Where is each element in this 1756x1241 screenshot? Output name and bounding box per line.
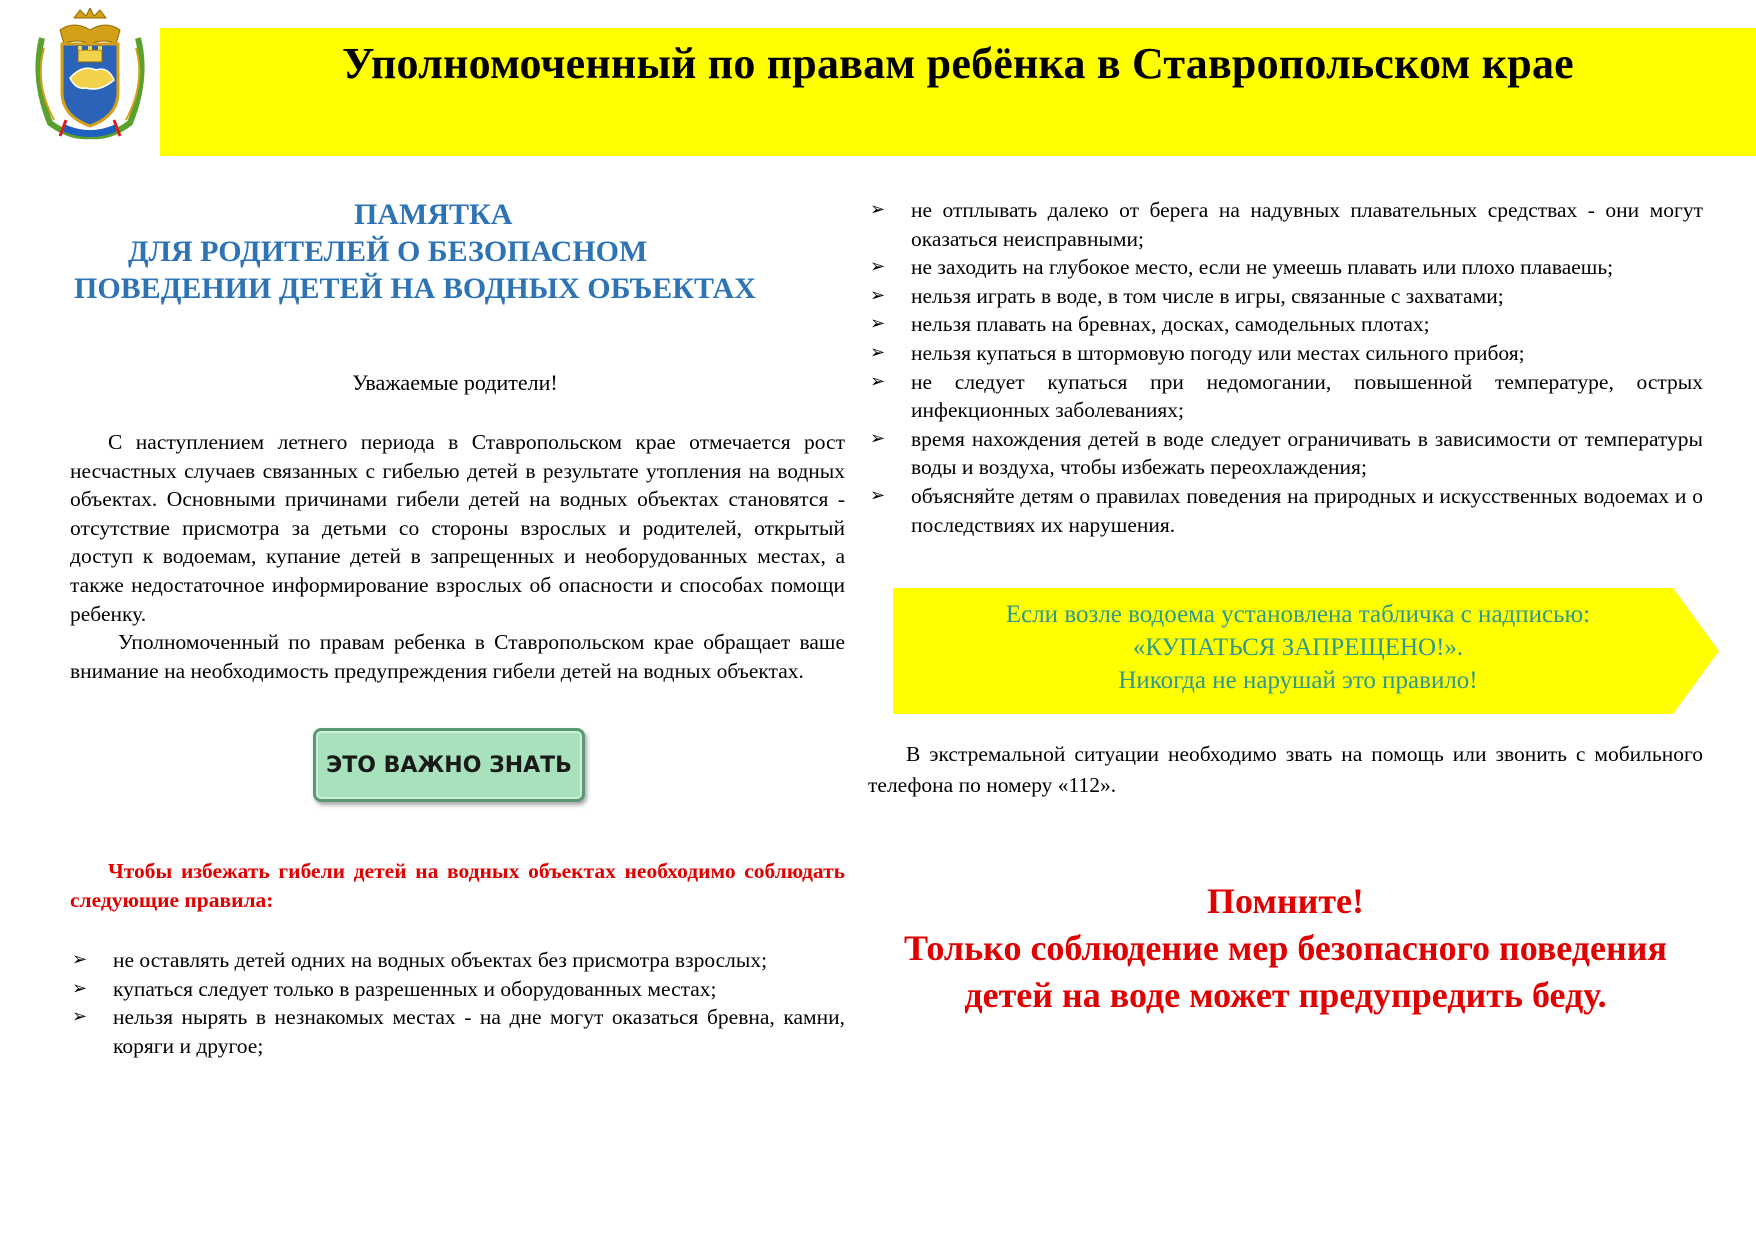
list-item	[70, 975, 845, 1004]
arrow-bullet-icon: ➢	[870, 484, 886, 506]
memo-title-line: ПОВЕДЕНИИ ДЕТЕЙ НА ВОДНЫХ ОБЪЕКТАХ	[74, 272, 756, 305]
remember-line: детей на воде может предупредить беду.	[964, 975, 1607, 1015]
list-item	[868, 339, 1703, 368]
emergency-paragraph: В экстремальной ситуации необходимо звать на помощь или звонить с мобильного телефона по номеру «112».	[868, 742, 1703, 797]
rules-list-left	[70, 946, 845, 1060]
list-item	[70, 1003, 845, 1060]
rule-text: объясняйте детям о правилах поведения на природных и искусственных водоемах и о последствиях их нарушения.	[911, 483, 1703, 537]
rules-intro	[70, 857, 845, 915]
rule-text: купаться следует только в разрешенных и оборудованных местах;	[113, 976, 717, 1001]
arrow-bullet-icon: ➢	[72, 1006, 88, 1028]
rule-text: нельзя плавать на бревнах, досках, самодельных плотах;	[911, 312, 1430, 337]
rule-text: нельзя нырять в незнакомых местах - на дне могут оказаться бревна, камни, коряги и другое;	[113, 1005, 845, 1058]
intro-text	[70, 428, 845, 685]
callout-text	[893, 598, 1703, 697]
list-item	[868, 196, 1703, 253]
callout-line: Никогда не нарушай это правило!	[1118, 667, 1478, 694]
arrow-bullet-icon: ➢	[870, 284, 886, 306]
rule-text: не отплывать далеко от берега на надувных плавательных средствах - они могут оказаться неисправными;	[911, 198, 1703, 251]
arrow-bullet-icon: ➢	[870, 313, 886, 335]
callout-line: Если возле водоема установлена табличка с надписью:	[1005, 601, 1591, 628]
intro-paragraph: Уполномоченный по правам ребенка в Ставропольском крае обращает ваше внимание на необходимость предупреждения гибели детей на водных объектах.	[70, 630, 845, 683]
rules-intro-text: Чтобы избежать гибели детей на водных объектах необходимо соблюдать следующие правила:	[70, 859, 845, 912]
arrow-bullet-icon: ➢	[870, 341, 886, 363]
remember-line: Помните!	[1207, 881, 1364, 921]
list-item	[868, 368, 1703, 425]
rule-text: не следует купаться при недомогании, повышенной температуре, острых инфекционных заболеваниях;	[911, 369, 1703, 423]
coat-of-arms-icon	[30, 8, 150, 142]
arrow-bullet-icon: ➢	[870, 199, 886, 220]
rules-list-right	[868, 196, 1703, 539]
memo-title	[70, 196, 840, 307]
remember-block	[868, 878, 1703, 1019]
list-item	[868, 310, 1703, 339]
greeting: Уважаемые родители!	[352, 370, 558, 395]
intro-paragraph: С наступлением летнего периода в Ставропольском крае отмечается рост несчастных случаев связанных с гибелью детей в результате утопления на водных объектах. Основными причинами гибели детей на водных объектах становятся - отсутствие присмотра за детьми со стороны взрослых и родителей, открытый доступ к водоемам, купание детей в запрещенных и необорудованных местах, а также недостаточное информирование взрослых об опасности и способах помощи ребенку.	[70, 430, 845, 626]
warning-callout	[893, 588, 1719, 714]
remember-line: Только соблюдение мер безопасного поведения	[904, 928, 1667, 968]
rule-text: не заходить на глубокое место, если не умеешь плавать или плохо плаваешь;	[911, 255, 1614, 280]
callout-line: «КУПАТЬСЯ ЗАПРЕЩЕНО!».	[1132, 634, 1464, 661]
important-button[interactable]: ЭТО ВАЖНО ЗНАТЬ	[313, 728, 585, 802]
rule-text: время нахождения детей в воде следует ограничивать в зависимости от температуры воды и воздуха, чтобы избежать переохлаждения;	[911, 426, 1703, 480]
list-item	[868, 253, 1703, 282]
list-item	[868, 482, 1703, 539]
header-band	[160, 28, 1756, 156]
page-title: Уполномоченный по правам ребёнка в Ставропольском крае	[342, 39, 1574, 88]
memo-title-line: ДЛЯ РОДИТЕЛЕЙ О БЕЗОПАСНОМ	[128, 235, 648, 268]
arrow-bullet-icon: ➢	[72, 977, 88, 999]
memo-title-line: ПАМЯТКА	[354, 198, 513, 231]
arrow-bullet-icon: ➢	[870, 370, 886, 392]
list-item	[868, 425, 1703, 482]
rule-text: нельзя купаться в штормовую погоду или местах сильного прибоя;	[911, 340, 1525, 365]
emergency-text	[868, 739, 1703, 801]
list-item	[868, 282, 1703, 311]
rule-text: нельзя играть в воде, в том числе в игры, связанные с захватами;	[911, 283, 1504, 308]
arrow-bullet-icon: ➢	[870, 256, 886, 278]
rule-text: не оставлять детей одних на водных объектах без присмотра взрослых;	[113, 948, 768, 972]
arrow-bullet-icon: ➢	[72, 949, 88, 970]
list-item	[70, 946, 845, 975]
arrow-bullet-icon: ➢	[870, 427, 886, 449]
